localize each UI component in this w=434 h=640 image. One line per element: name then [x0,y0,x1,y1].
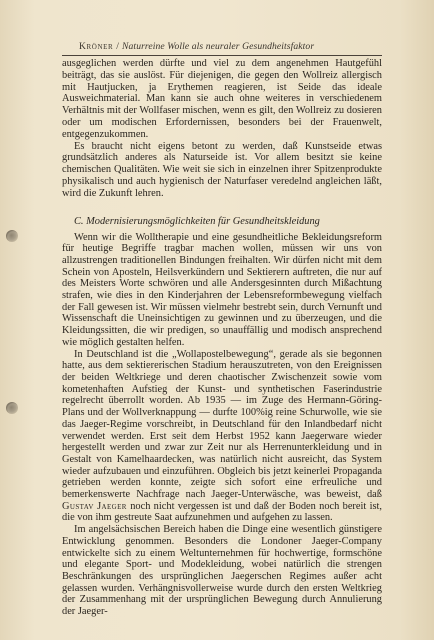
paragraph-4-continuation: noch nicht vergessen ist und daß der Boden noch bereit ist, die von ihm gestreute Saat aufzunehmen und aufgehen zu lassen. [62,500,382,524]
paragraph-4-text: In Deutschland ist die „Wollapostelbewegung“, gerade als sie begonnen hatte, aus dem sektiererischen Stadium herauszutreten, von den Ereignissen der beiden Weltkriege und deren chaotischer Zwischenzeit sowie vom kometenhaften Aufstieg der Kunst- und synthetischen Faserindustrie regelrecht überrollt worden. Ab 1935 — im Zuge des Hermann-Göring-Plans und der Wollverknappung — durfte 100%ig reine Schurwolle, wie sie das Jaeger-Regime vorschreibt, in Deutschland für den Inlandbedarf nicht verwendet werden. Erst seit dem Herbst 1952 kann Jaegerware wieder hergestellt werden und zwar zur Zeit nur als Herrenunterkleidung und in Gestalt von Kamelhaardecken, was natürlich nicht ausreicht, das System wieder aufzubauen und einzuführen. Obgleich bis jetzt keinerlei Propaganda getrieben werden konnte, zeigte sich sofort eine erfreuliche und bemerkenswerte Nachfrage nach Jaeger-Unterwäsche, was beweist, daß [62,348,382,501]
header-rule [62,55,382,56]
punch-hole-top [6,230,18,242]
name-gustav: Gustav [62,500,94,512]
name-jaeger: Jaeger [97,500,127,512]
punch-hole-bottom [6,402,18,414]
section-heading: C. Modernisierungsmöglichkeiten für Gesundheitskleidung [74,215,320,227]
header-separator: / [116,41,120,52]
paragraph-5: Im angelsächsischen Bereich haben die Dinge eine wesentlich günstigere Entwicklung genommen. Besonders die Londoner Jaeger-Company entwickelte sich zu einem Weltunternehmen für hochwertige, formschöne und elegante Sport- und Modekleidung, wobei natürlich die strengen Beschränkungen des ursprünglichen Jaegerschen Regimes außer acht gelassen wurden. Verhängnisvollerweise wurde durch den ersten Weltkrieg der Zusammenhang mit der ursprünglichen Bewegung durch Annulierung der Jaeger- [62,524,382,618]
header-title: Naturreine Wolle als neuraler Gesundheitsfaktor [122,41,315,52]
paragraph-4 [62,349,382,525]
paragraph-3: Wenn wir die Wolltherapie und eine gesundheitliche Bekleidungsreform für heutige Begriffe tragbar machen wollen, müssen wir uns von allzustrengen traditionellen Bindungen freihalten. Wir dürfen nicht mit dem Schein von Aposteln, Heilsverkündern und Sektierern auftreten, die nur auf des Meisters Worte schwören und alle Andersgesinnten durch Mißachtung strafen, wie dies in den Kinderjahren der Lebensreformbewegung vielfach der Fall gewesen ist. Wir müssen vielmehr bestrebt sein, durch Vernunft und Wissenschaft die Uneinsichtigen zu gewinnen und zu überzeugen, und die Kleidungssitten, die wir predigen, so unauffällig und modisch ansprechend wie möglich gestalten helfen. [62,231,382,348]
body-text [62,58,382,618]
paragraph-2: Es braucht nicht eigens betont zu werden, daß Kunstseide etwas grundsätzlich anderes als Naturseide ist. Vor allem besitzt sie keine chemischen Qualitäten. Wie weit sie sich in einzelnen ihrer Spitzenprodukte physikalisch und auch hygienisch der Naturfaser veredelnd angleichen läßt, wird die Zukunft lehren. [62,140,382,199]
paragraph-1: ausgeglichen werden dürfte und viel zu dem angenehmen Hautgefühl beiträgt, das sie auslöst. Für diejenigen, die gegen den Wollreiz allergisch mit Hautjucken, ja Erythemen reagieren, ist Seide das ideale Ausweichmaterial. Man kann sie auch ohne weiteres in verschiedenem Verhältnis mit der Wollfaser mischen, wenn es gilt, den Wollreiz zu dosieren oder um modischen Erfordernissen, besonders bei der Frauenwelt, entgegenzukommen. [62,58,382,140]
running-header [79,41,379,52]
header-author: Kröner [79,41,114,52]
